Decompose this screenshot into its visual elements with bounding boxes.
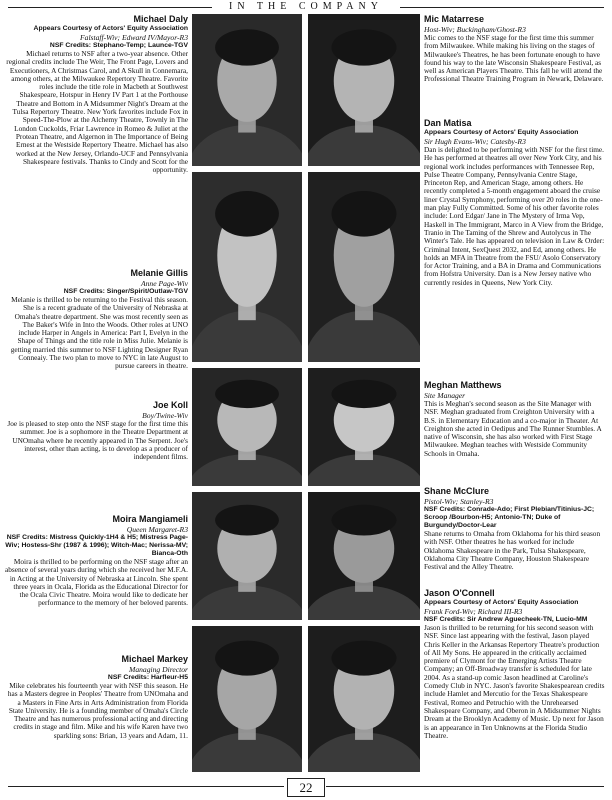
equity-credit: Appears Courtesy of Actors' Equity Association bbox=[33, 25, 188, 32]
bio-text: Shane returns to Omaha from Oklahoma for his third season with NSF. Other theatres he has worked for include Oklahoma Shakespeare in the Park, Tulsa Shakespeare, Oklahoma City Theatre Company, Houston Shakespeare Festival and the Alley Theatre. bbox=[424, 529, 601, 572]
bio-text: Melanie is thrilled to be returning to the Festival this season. She is a recent graduate of the University of Nebraska at Omaha's theatre department. She was most recently seen as The Baker's Wife in Into the Woods. Other roles at UNO include Harper in Angels in America: Part I, Evelyn in the Shape of Things and the title role in Miss Julie. Melanie is getting married this summer to NSF Lighting Designer Ryan Conneaiy. The two plan to move to NYC in late August to pursue careers in theatre. bbox=[10, 295, 188, 371]
bio-michael-daly bbox=[4, 14, 188, 174]
nsf-credits: NSF Credits: Stephano-Temp; Launce-TGV bbox=[49, 42, 188, 49]
person-roles: Boy/Twine-Wiv bbox=[142, 411, 188, 420]
headshot-photo bbox=[192, 14, 302, 166]
bio-text: Joe is pleased to step onto the NSF stage for the first time this summer. Joe is a sophomore in the Theatre Department at UNOmaha where he recently appeared in The Serpent. Joe's interest, other than acting, is to develop as a producer of independent films. bbox=[7, 419, 188, 462]
headshot-photo bbox=[308, 14, 420, 166]
hair-shape bbox=[332, 191, 397, 237]
hair-shape bbox=[332, 641, 397, 676]
page-number-text: 22 bbox=[299, 780, 313, 795]
person-name: Melanie Gillis bbox=[130, 268, 188, 278]
headshot-image bbox=[192, 172, 302, 362]
headshot-image bbox=[308, 172, 420, 362]
person-roles: Anne Page-Wiv bbox=[140, 279, 188, 288]
nsf-credits: NSF Credits: Singer/Spirit/Outlaw-TGV bbox=[63, 288, 188, 295]
person-roles: Site Manager bbox=[424, 391, 466, 400]
page-number bbox=[287, 778, 325, 797]
bio-text: Jason is thrilled to be returning for his second season with NSF. Since last appearing with the festival, Jason played Chris Keller in the Arkansas Repertory Theatre's production of All My Sons. He appeared in the critically acclaimed premiere of Clymont for the Emerging Artists Theatre Company; an Off-Broadway transfer is scheduled for late 2004. As a stand-up comic Jason headlined at Caroline's Comedy Club in NYC. Jason's favorite Shakespearean credits include Hamlet and Mercutio for the Texas Shakespeare Festival, Romeo and Petruchio with the Unrehearsed Shakespeare Company, and Oberon in A Midsummer Nights Dream at the Brooklyn Academy of Music. Up next for Jason is an appearance in Ten Unknowns at the Florida Studio Theatre. bbox=[424, 623, 605, 740]
nsf-credits: NSF Credits: Harfleur-H5 bbox=[107, 674, 188, 681]
person-roles: Managing Director bbox=[129, 665, 188, 674]
hair-shape bbox=[332, 505, 397, 536]
headshot-photo bbox=[192, 368, 302, 486]
hair-shape bbox=[215, 191, 279, 237]
headshot-photo bbox=[308, 172, 420, 362]
person-name: Michael Daly bbox=[133, 14, 188, 24]
hair-shape bbox=[332, 29, 397, 65]
headshot-image bbox=[192, 492, 302, 620]
header-rule-left bbox=[8, 7, 212, 8]
bio-meghan-matthews bbox=[424, 380, 606, 458]
person-name: Meghan Matthews bbox=[424, 380, 502, 390]
person-name: Jason O'Connell bbox=[424, 588, 495, 598]
bio-text: Moira is thrilled to be performing on the NSF stage after an absence of several years during which she received her M.F.A. in Acting at the University of Nebraska at Lincoln. She spent three years in Ocala, Florida as the Educational Director for the Ocala Civic Theatre. Moira would like to dedicate her performance to the memory of her beloved parents. bbox=[5, 557, 188, 608]
bio-dan-matisa bbox=[424, 118, 606, 287]
header-rule-right bbox=[400, 7, 604, 8]
headshot-image bbox=[192, 626, 302, 772]
person-roles: Queen Margaret-R3 bbox=[126, 525, 188, 534]
bio-melanie-gillis bbox=[4, 268, 188, 371]
headshot-image bbox=[308, 626, 420, 772]
bio-text: Dan is delighted to be performing with NSF for the first time. He has performed at theatres all over New York City, and his regional work includes performances with Tennessee Rep, Pulse Theatre Company, Pennsylvania Centre Stage, Princeton Rep, and American Stage, among others. He recently completed a 5-month engagement aboard the cruise liner Crystal Symphony, performing over 20 roles in the one-man play Fully Committed. Some of his other favorite roles include: Lord Edgar/ Jane in The Mystery of Irma Vep, Haskell in The Immigrant, Marco in A View from the Bridge, Tranio in The Taming of the Shrew and Autolycus in The Winter's Tale. He has appeared on television in Law & Order: Criminal Intent, SexQuest 2032, and Ed, among others. He holds an MFA in Theatre from the FSU/ Asolo Conservatory for Actor Training, and a BA in Drama and Communications from Hofstra University. Dan is a New Jersey native who currently resides in Queens, New York City. bbox=[424, 145, 605, 287]
nsf-credits: NSF Credits: Sir Andrew Aguecheek-TN, Lucio-MM bbox=[424, 616, 588, 623]
nsf-credits: NSF Credits: Conrade-Ado; First Plebian/Titinius-JC; Scroop /Bourbon-H5; Antonio-TN; Duke of Burgundy/Doctor-Lear bbox=[424, 506, 595, 529]
person-roles: Pistol-Wiv; Stanley-R3 bbox=[424, 497, 494, 506]
hair-shape bbox=[215, 641, 279, 676]
header-title: IN THE COMPANY bbox=[229, 1, 383, 12]
bio-michael-markey bbox=[4, 654, 188, 740]
bio-jason-oconnell bbox=[424, 588, 606, 740]
person-roles: Sir Hugh Evans-Wiv; Catesby-R3 bbox=[424, 137, 526, 146]
person-roles: Host-Wiv; Buckingham/Ghost-R3 bbox=[424, 25, 526, 34]
equity-credit: Appears Courtesy of Actors' Equity Association bbox=[424, 129, 579, 136]
headshot-image bbox=[192, 368, 302, 486]
headshot-photo bbox=[308, 626, 420, 772]
hair-shape bbox=[215, 380, 279, 408]
page-header bbox=[0, 0, 612, 14]
headshot-photo bbox=[308, 368, 420, 486]
person-name: Dan Matisa bbox=[424, 118, 472, 128]
headshot-image bbox=[192, 14, 302, 166]
bio-joe-koll bbox=[4, 400, 188, 461]
bio-text: This is Meghan's second season as the Site Manager with NSF. Meghan graduated from Creighton University with a B.S. in Elementary Education and a co-major in Theater. At Creighton she acted in Oedipus and The Runner Stumbles. A native of Wisconsin, she has also worked with First Stage Milwaukee. Meghan teaches with Westside Community Schools in Omaha. bbox=[424, 399, 602, 458]
bio-text: Mic comes to the NSF stage for the first time this summer from Milwaukee. While making his living on the stages of Milwaukee's Theatres, he has been fortunate enough to have found his way to the late Wisconsin Shakespeare Festival, as well as American Players Theatre. This fall he will attend the Professional Theatre Training Program in Newark, Delaware. bbox=[424, 33, 604, 84]
headshot-image bbox=[308, 14, 420, 166]
person-name: Mic Matarrese bbox=[424, 14, 485, 24]
person-roles: Frank Ford-Wiv; Richard III-R3 bbox=[424, 607, 523, 616]
person-name: Michael Markey bbox=[121, 654, 188, 664]
headshot-photo bbox=[308, 492, 420, 620]
headshot-image bbox=[308, 368, 420, 486]
hair-shape bbox=[215, 505, 279, 536]
person-name: Joe Koll bbox=[152, 400, 188, 410]
headshot-photo bbox=[192, 626, 302, 772]
footer-rule-right bbox=[326, 786, 604, 787]
hair-shape bbox=[215, 29, 279, 65]
bio-moira-mangiameli bbox=[4, 514, 188, 608]
footer-rule-left bbox=[8, 786, 284, 787]
headshot-photo bbox=[192, 172, 302, 362]
bio-text: Mike celebrates his fourteenth year with NSF this season. He has a Masters degree in Peoples' Theatre from UNOmaha and a Masters in Fine Arts in Arts Administration from Florida State University. He is a founding member of Omaha's Circle Theatre and has numerous professional acting and directing credits in stage and film. Mike and his wife Karen have two sparkling sons: Brian, 13 years and Adam, 11. bbox=[7, 681, 188, 740]
person-name: Moira Mangiameli bbox=[112, 514, 188, 524]
person-name: Shane McClure bbox=[424, 486, 490, 496]
bio-shane-mcclure bbox=[424, 486, 606, 571]
headshot-image bbox=[308, 492, 420, 620]
hair-shape bbox=[332, 380, 397, 408]
equity-credit: Appears Courtesy of Actors' Equity Association bbox=[424, 599, 579, 606]
bio-mic-matarrese bbox=[424, 14, 606, 84]
headshot-photo bbox=[192, 492, 302, 620]
nsf-credits: NSF Credits: Mistress Quickly-1H4 & H5; Mistress Page-Wiv; Hostess-Shr (1987 & 1996); Witch-Mac; Nerissa-MV; Bianca-Oth bbox=[5, 534, 188, 557]
person-roles: Falstaff-Wiv; Edward IV/Mayor-R3 bbox=[80, 33, 188, 42]
bio-text: Michael returns to NSF after a two-year absence. Other regional credits include The Weir, The Front Page, Lovers and Executioners, A Christmas Carol, and A Skull in Connemara, among others, at the Milwaukee Repertory Theatre. Favorite roles include the title role in Macbeth at Southwest Shakespeare, Hotspur in Henry IV Part 1 at the Porthouse Theatre and Bottom in A Midsummer Night's Dream at the Tulsa Repertory Theatre. New York favorites include Fox in Speed-The-Plow at the Alchemy Theatre, Townly in The London Cuckolds, Friar Lawrence in Romeo & Juliet at the Protean Theatre, and Algernon in The Importance of Being Ernest at the Westside Repertory Theatre. Michael has also worked at the New Jersey, Orlando-UCF and Pennsylvania Shakespeare festivals. Thanks to Cindy and Scott for the opportunity. bbox=[6, 49, 188, 175]
